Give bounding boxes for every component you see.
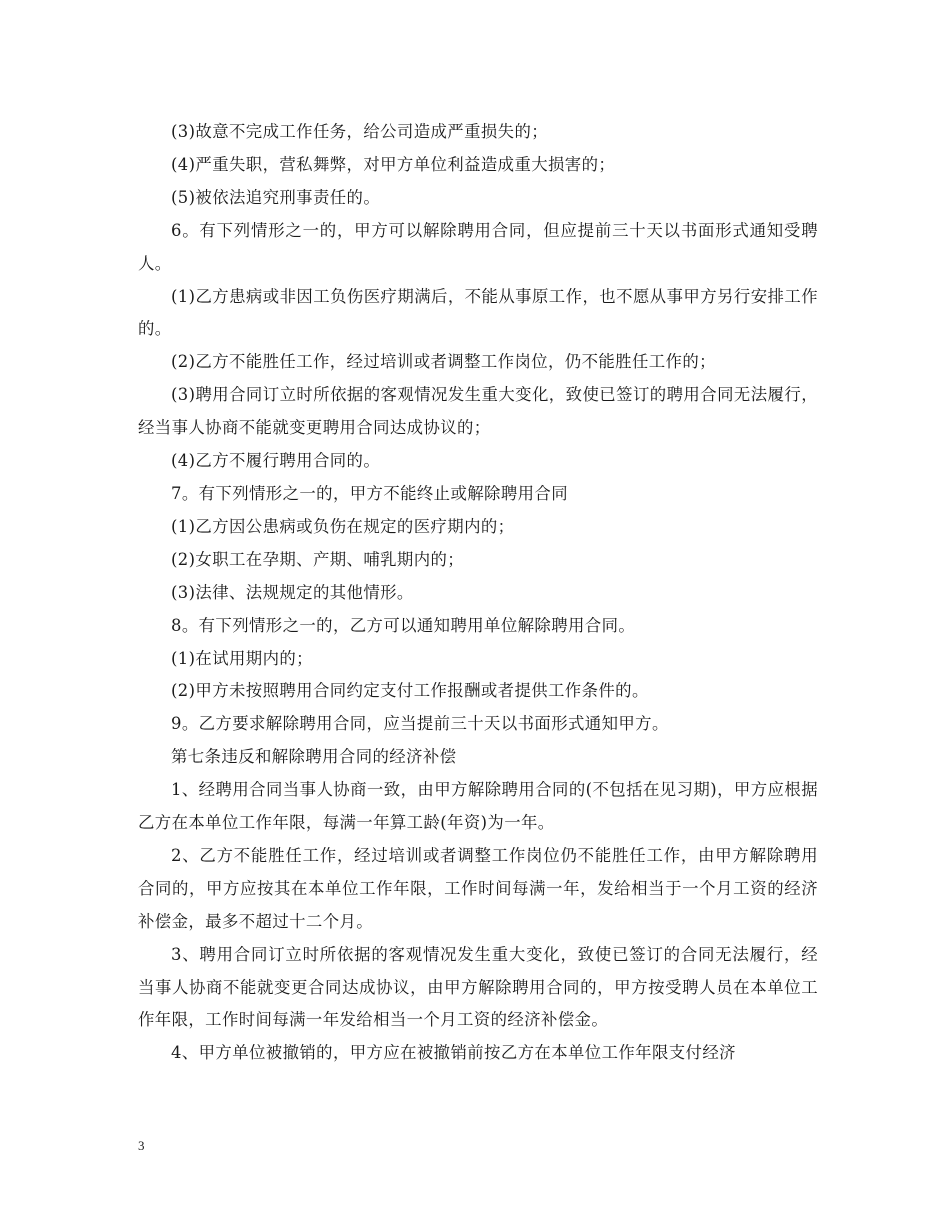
- paragraph: 1、经聘用合同当事人协商一致，由甲方解除聘用合同的(不包括在见习期)，甲方应根据乙方在本单位工作年限，每满一年算工龄(年资)为一年。: [138, 780, 818, 833]
- section-heading: 第七条违反和解除聘用合同的经济补偿: [171, 747, 457, 767]
- paragraph: (2)甲方未按照聘用合同约定支付工作报酬或者提供工作条件的。: [171, 681, 649, 701]
- paragraph: (2)乙方不能胜任工作，经过培训或者调整工作岗位，仍不能胜任工作的；: [171, 352, 716, 372]
- paragraph: (3)故意不完成工作任务，给公司造成严重损失的；: [171, 122, 549, 141]
- paragraph: 9。乙方要求解除聘用合同，应当提前三十天以书面形式通知甲方。: [171, 714, 669, 734]
- paragraph: 2、乙方不能胜任工作，经过培训或者调整工作岗位仍不能胜任工作，由甲方解除聘用合同的，甲方应按其在本单位工作年限，工作时间每满一年，发给相当于一个月工资的经济补偿金，最多不超过十二个月。: [138, 845, 818, 931]
- paragraph: (1)乙方患病或非因工负伤医疗期满后，不能从事原工作，也不愿从事甲方另行安排工作的。: [138, 286, 818, 339]
- page-number: 3: [138, 1138, 145, 1153]
- paragraph: 6。有下列情形之一的，甲方可以解除聘用合同，但应提前三十天以书面形式通知受聘人。: [138, 220, 818, 273]
- paragraph: 3、聘用合同订立时所依据的客观情况发生重大变化，致使已签订的合同无法履行，经当事人协商不能就变更合同达成协议，由甲方解除聘用合同的，甲方按受聘人员在本单位工作年限，工作时间每满一年发给相当一个月工资的经济补偿金。: [138, 944, 818, 1030]
- paragraph: (2)女职工在孕期、产期、哺乳期内的；: [171, 549, 465, 569]
- paragraph: (1)乙方因公患病或负伤在规定的医疗期内的；: [171, 516, 515, 536]
- paragraph: (1)在试用期内的；: [171, 648, 313, 668]
- paragraph: 7。有下列情形之一的，甲方不能终止或解除聘用合同: [171, 483, 569, 503]
- paragraph: (5)被依法追究刑事责任的。: [171, 187, 381, 207]
- paragraph: (4)严重失职，营私舞弊，对甲方单位利益造成重大损害的；: [171, 154, 616, 174]
- paragraph: (4)乙方不履行聘用合同的。: [171, 451, 381, 471]
- paragraph: (3)法律、法规规定的其他情形。: [171, 582, 414, 602]
- paragraph: (3)聘用合同订立时所依据的客观情况发生重大变化，致使已签订的聘用合同无法履行，经当事人协商不能就变更聘用合同达成协议的；: [138, 385, 818, 438]
- paragraph: 4、甲方单位被撤销的，甲方应在被撤销前按乙方在本单位工作年限支付经济: [171, 1043, 736, 1063]
- paragraph: 8。有下列情形之一的，乙方可以通知聘用单位解除聘用合同。: [171, 615, 636, 635]
- document-body: [138, 116, 818, 1070]
